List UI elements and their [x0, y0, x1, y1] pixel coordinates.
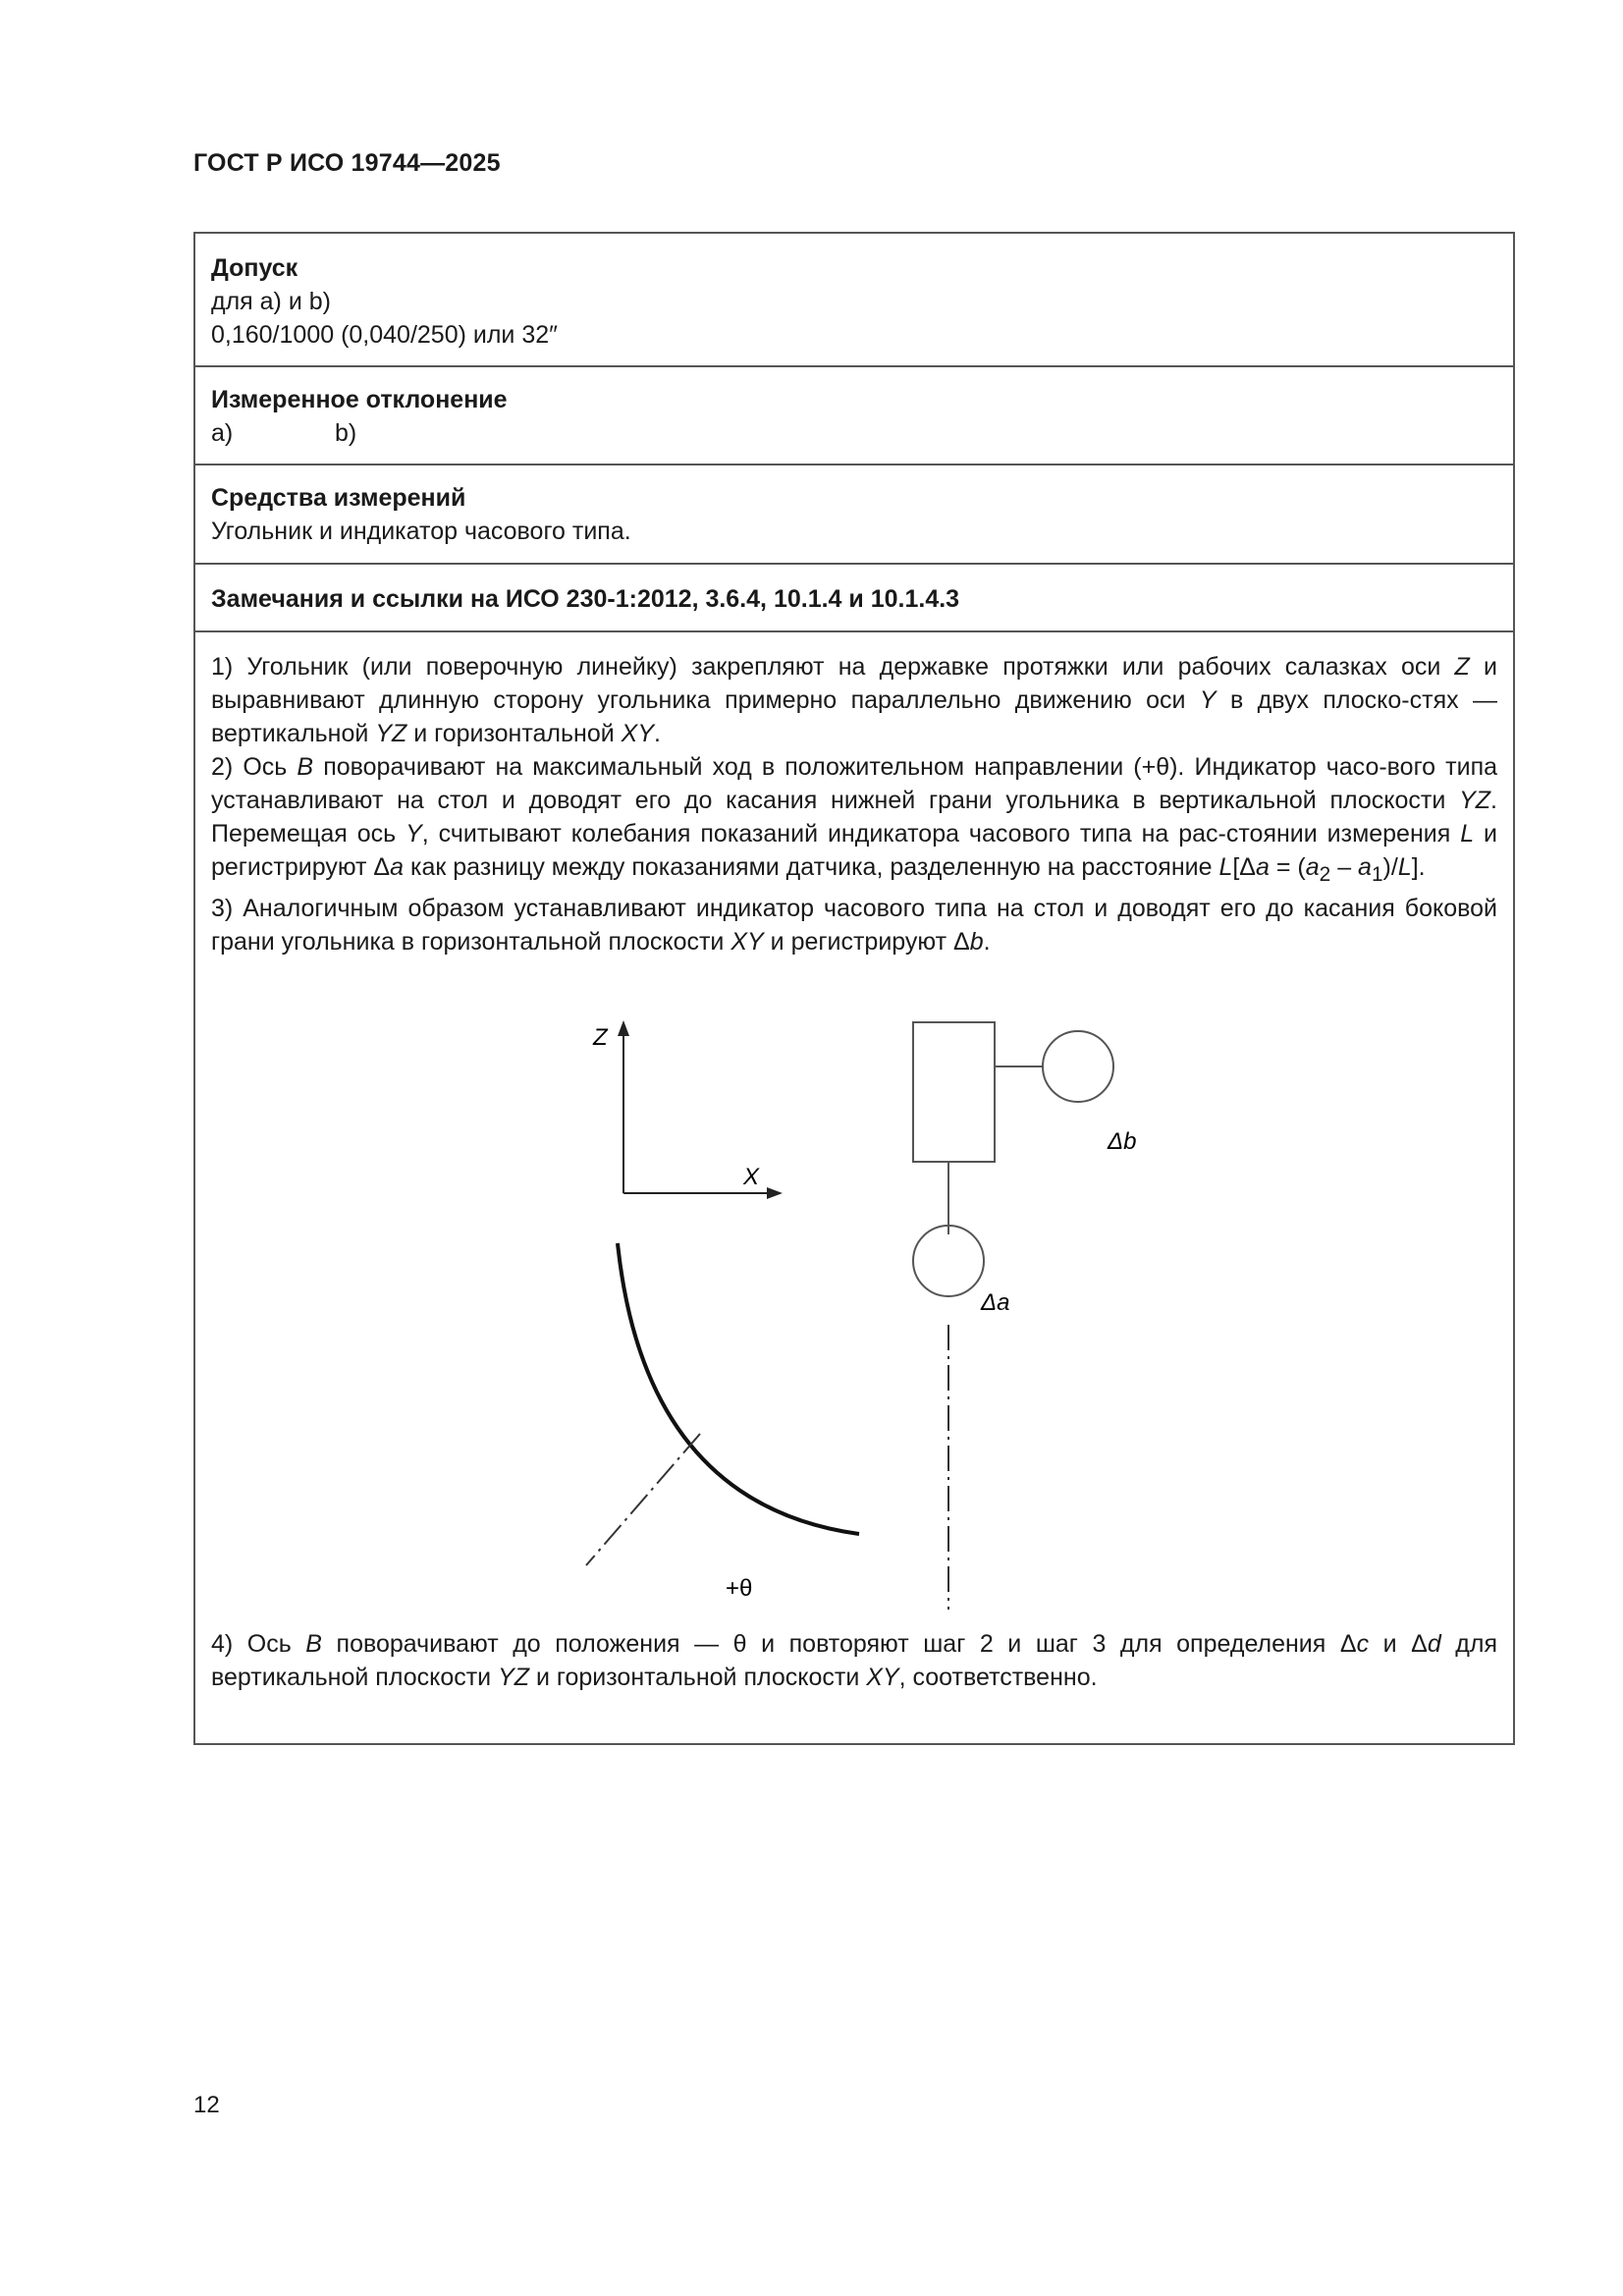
step-3: 3) Аналогичным образом устанавливают индикатор часового типа на стол и доводят его до касания боковой грани угольника в горизонтальной плоскости XY и регистрируют Δb.: [211, 895, 1497, 956]
delta-b-label: Δb: [1108, 1128, 1137, 1155]
dial-indicator-a: [913, 1226, 984, 1296]
dial-indicator-b: [1043, 1031, 1113, 1102]
measurement-diagram: [195, 632, 1517, 1743]
theta-label: +θ: [726, 1575, 753, 1602]
square-block: [913, 1022, 995, 1162]
radial-line: [586, 1434, 700, 1565]
document-header: ГОСТ Р ИСО 19744—2025: [193, 149, 501, 177]
remarks-section: [195, 565, 1513, 632]
deviation-section: [195, 367, 1513, 465]
test-table: [193, 232, 1515, 1745]
tolerance-scope: для a) и b): [211, 288, 331, 315]
procedure-section: [195, 632, 1513, 1743]
deviation-b-label: b): [335, 419, 357, 447]
tolerance-section: [195, 234, 1513, 367]
step-4: 4) Ось B поворачивают до положения — θ и повторяют шаг 2 и шаг 3 для определения Δc и Δd для вертикальной плоскости YZ и горизонтальной плоскости XY, соответственно.: [211, 1630, 1497, 1691]
page-number: 12: [193, 2092, 220, 2118]
step-1: 1) Угольник (или поверочную линейку) закрепляют на державке протяжки или рабочих салазках оси Z и выравнивают длинную сторону угольника примерно параллельно движению оси Y в двух плоско-стях — вертикальной YZ и горизонтальной XY.: [211, 653, 1497, 747]
delta-a-label: Δa: [981, 1289, 1010, 1316]
deviation-heading: Измеренное отклонение: [211, 386, 508, 413]
step-2: 2) Ось B поворачивают на максимальный ход в положительном направлении (+θ). Индикатор часо-вого типа устанавливают на стол и доводят его до касания нижней грани угольника в вертикальной плоскости YZ. Перемещая ось Y, считывают колебания показаний индикатора часового типа на рас-стоянии измерения L и регистрируют Δa как разницу между показаниями датчика, разделенную на расстояние $L[\Delta a = (a_2 - a_1)/L]$.: [211, 753, 1498, 886]
remarks-heading: Замечания и ссылки на ИСО 230-1:2012, 3.6.4, 10.1.4 и 10.1.4.3: [211, 585, 960, 613]
tolerance-value: 0,160/1000 (0,040/250) или 32″: [211, 321, 559, 349]
x-axis-label: X: [743, 1164, 760, 1190]
tolerance-heading: Допуск: [211, 254, 298, 282]
tools-text: Угольник и индикатор часового типа.: [211, 518, 631, 545]
tools-section: [195, 465, 1513, 565]
z-axis-label: Z: [593, 1024, 608, 1051]
deviation-a-label: a): [211, 419, 234, 447]
rotation-arc: [618, 1243, 859, 1534]
tools-heading: Средства измерений: [211, 484, 466, 512]
